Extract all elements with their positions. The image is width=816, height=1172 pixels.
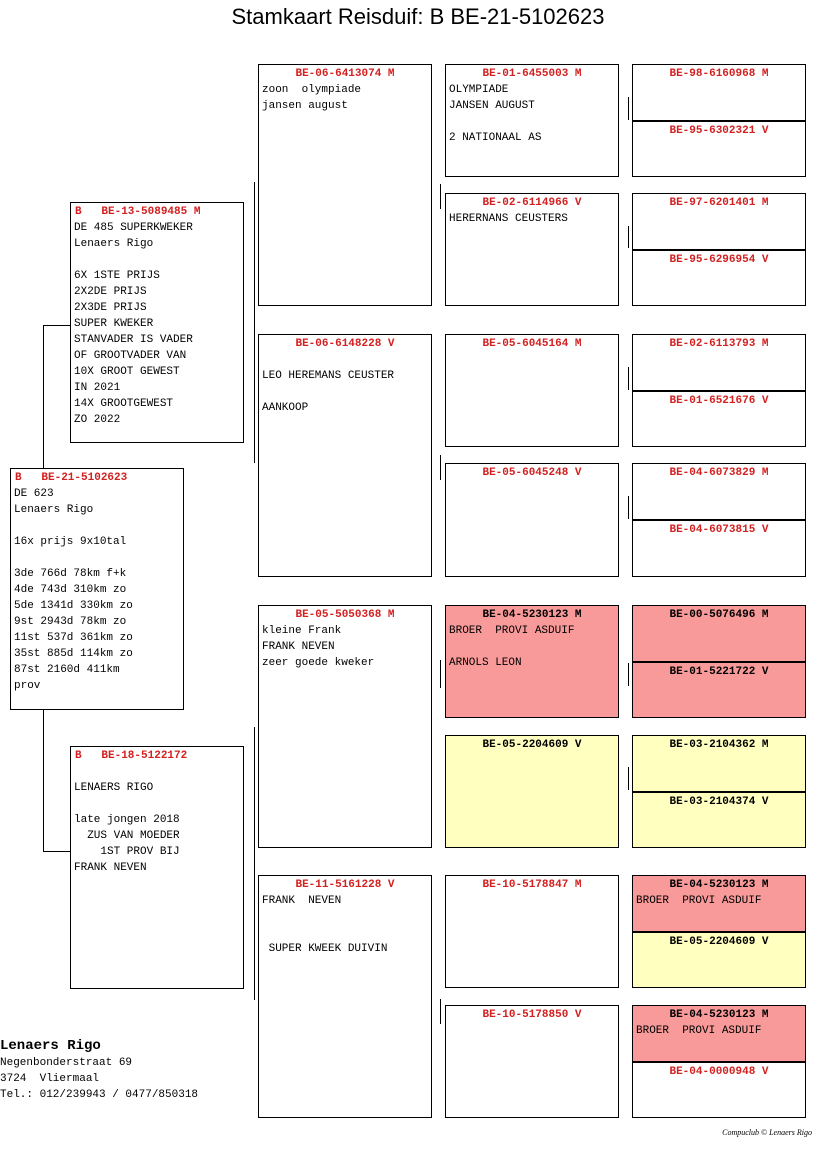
great-grandparent-card bbox=[445, 875, 619, 988]
connector-line bbox=[440, 455, 441, 480]
great-grandparent-card bbox=[445, 193, 619, 306]
ggg-card bbox=[632, 605, 806, 662]
grandparent-card bbox=[258, 334, 432, 577]
connector-line bbox=[628, 496, 629, 519]
ring-number: BE-95-6296954 V bbox=[669, 254, 769, 266]
pigeon-notes: LENAERS RIGO late jongen 2018 ZUS VAN MOEDER 1ST PROV BIJ FRANK NEVEN bbox=[74, 782, 180, 874]
grandparent-card bbox=[258, 64, 432, 306]
connector-line bbox=[440, 184, 441, 209]
owner-street: Negenbonderstraat 69 bbox=[0, 1057, 133, 1069]
great-grandparent-card bbox=[445, 1005, 619, 1118]
ring-number: B BE-13-5089485 M bbox=[75, 206, 201, 218]
ring-number: BE-04-5230123 M bbox=[669, 879, 769, 891]
ggg-card bbox=[632, 193, 806, 250]
page-title: Stamkaart Reisduif: B BE-21-5102623 bbox=[231, 4, 605, 29]
ggg-card bbox=[632, 735, 806, 792]
ring-number: BE-97-6201401 M bbox=[669, 197, 769, 209]
ring-number: BE-03-2104362 M bbox=[669, 739, 769, 751]
ring-number: BE-04-5230123 M bbox=[482, 609, 582, 621]
connector-line bbox=[628, 97, 629, 120]
pigeon-notes: zoon olympiade jansen august bbox=[262, 84, 362, 112]
connector-line bbox=[43, 325, 70, 326]
great-grandparent-card bbox=[445, 334, 619, 447]
ggg-card bbox=[632, 662, 806, 718]
ring-number: BE-05-5050368 M bbox=[295, 609, 395, 621]
connector-line bbox=[43, 325, 44, 468]
ring-number: BE-01-5221722 V bbox=[669, 666, 769, 678]
ring-number: BE-02-6113793 M bbox=[669, 338, 769, 350]
ggg-card bbox=[632, 875, 806, 932]
footer-credit: Compuclub © Lenaers Rigo bbox=[722, 1128, 812, 1137]
ring-number: BE-01-6455003 M bbox=[482, 68, 582, 80]
ggg-card bbox=[632, 250, 806, 306]
ring-number: BE-06-6413074 M bbox=[295, 68, 395, 80]
ring-number: BE-01-6521676 V bbox=[669, 395, 769, 407]
connector-line bbox=[628, 226, 629, 248]
pigeon-notes: LEO HEREMANS CEUSTER AANKOOP bbox=[262, 370, 395, 414]
ring-number: BE-02-6114966 V bbox=[482, 197, 582, 209]
connector-line bbox=[628, 367, 629, 390]
owner-info bbox=[0, 1037, 198, 1103]
ggg-card bbox=[632, 520, 806, 577]
owner-phone: Tel.: 012/239943 / 0477/850318 bbox=[0, 1089, 199, 1101]
pigeon-notes: DE 485 SUPERKWEKER Lenaers Rigo 6X 1STE PRIJS 2X2DE PRIJS 2X3DE PRIJS SUPER KWEKER STANVADER IS VADER OF GROOTVADER VAN 10X GROOT GEWEST IN 2021 14X GROOTGEWEST ZO 2022 bbox=[74, 222, 193, 426]
ring-number: BE-11-5161228 V bbox=[295, 879, 395, 891]
ring-number: BE-05-6045248 V bbox=[482, 467, 582, 479]
ring-number: BE-03-2104374 V bbox=[669, 796, 769, 808]
pigeon-notes: FRANK NEVEN SUPER KWEEK DUIVIN bbox=[262, 895, 388, 955]
ring-number: BE-05-6045164 M bbox=[482, 338, 582, 350]
pigeon-notes: DE 623 Lenaers Rigo 16x prijs 9x10tal 3de 766d 78km f+k 4de 743d 310km zo 5de 1341d 330km zo 9st 2943d 78km zo 11st 537d 361km zo 35st 885d 114km zo 87st 2160d 411km prov bbox=[14, 488, 133, 692]
ggg-card bbox=[632, 1005, 806, 1062]
pigeon-notes: kleine Frank FRANK NEVEN zeer goede kweker bbox=[262, 625, 375, 669]
ring-number: BE-05-2204609 V bbox=[482, 739, 582, 751]
great-grandparent-card bbox=[445, 64, 619, 177]
ggg-card bbox=[632, 334, 806, 391]
ring-number: BE-05-2204609 V bbox=[669, 936, 769, 948]
ggg-card bbox=[632, 463, 806, 520]
connector-line bbox=[628, 767, 629, 790]
ring-number: BE-04-6073829 M bbox=[669, 467, 769, 479]
great-grandparent-card bbox=[445, 605, 619, 718]
father-card bbox=[70, 202, 244, 443]
ring-number: BE-06-6148228 V bbox=[295, 338, 395, 350]
ring-number: BE-04-5230123 M bbox=[669, 1009, 769, 1021]
pigeon-notes: HERERNANS CEUSTERS bbox=[449, 213, 568, 225]
grandparent-card bbox=[258, 605, 432, 848]
pigeon-notes: BROER PROVI ASDUIF bbox=[636, 1025, 762, 1037]
ggg-card bbox=[632, 932, 806, 988]
subject-pigeon-card bbox=[10, 468, 184, 710]
mother-card bbox=[70, 746, 244, 989]
ggg-card bbox=[632, 792, 806, 848]
connector-line bbox=[440, 660, 441, 688]
connector-line bbox=[440, 999, 441, 1024]
connector-line bbox=[628, 663, 629, 686]
grandparent-card bbox=[258, 875, 432, 1118]
ggg-card bbox=[632, 391, 806, 447]
ring-number: BE-98-6160968 M bbox=[669, 68, 769, 80]
ggg-card bbox=[632, 64, 806, 121]
ring-number: BE-00-5076496 M bbox=[669, 609, 769, 621]
ring-number: BE-10-5178850 V bbox=[482, 1009, 582, 1021]
ring-number: B BE-21-5102623 bbox=[15, 472, 128, 484]
great-grandparent-card bbox=[445, 463, 619, 577]
great-grandparent-card bbox=[445, 735, 619, 848]
connector-line bbox=[43, 709, 44, 851]
connector-line bbox=[254, 727, 255, 1000]
ring-number: BE-04-6073815 V bbox=[669, 524, 769, 536]
pigeon-notes: OLYMPIADE JANSEN AUGUST 2 NATIONAAL AS bbox=[449, 84, 542, 144]
ring-number: BE-95-6302321 V bbox=[669, 125, 769, 137]
ggg-card bbox=[632, 121, 806, 177]
pigeon-notes: BROER PROVI ASDUIF bbox=[636, 895, 762, 907]
ring-number: BE-10-5178847 M bbox=[482, 879, 582, 891]
connector-line bbox=[254, 182, 255, 463]
ring-number: BE-04-0000948 V bbox=[669, 1066, 769, 1078]
owner-name: Lenaers Rigo bbox=[0, 1038, 101, 1054]
ggg-card bbox=[632, 1062, 806, 1118]
connector-line bbox=[43, 851, 70, 852]
pigeon-notes: BROER PROVI ASDUIF ARNOLS LEON bbox=[449, 625, 575, 669]
ring-number: B BE-18-5122172 bbox=[75, 750, 188, 762]
owner-city: 3724 Vliermaal bbox=[0, 1073, 100, 1085]
